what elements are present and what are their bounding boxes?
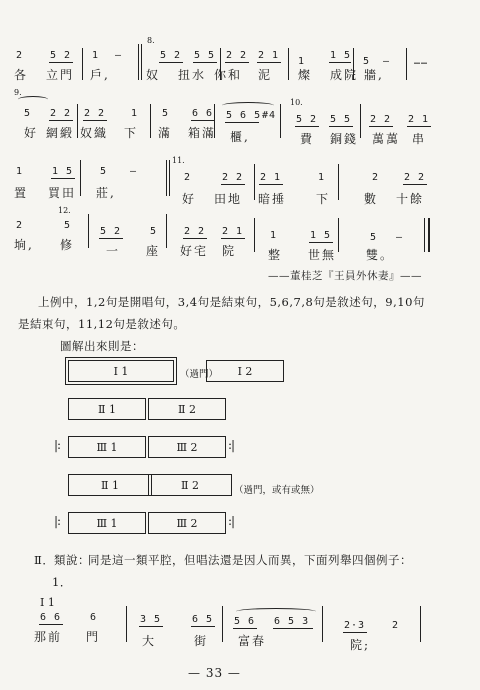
lyric: 整: [268, 248, 283, 262]
jianpu-note: 1: [16, 166, 24, 177]
jianpu-note: 2 2: [84, 108, 106, 119]
barline: [166, 214, 167, 248]
lyric: 泥: [258, 68, 273, 82]
lyric: 串: [412, 132, 427, 146]
example-number: 1．: [52, 575, 72, 589]
phrase-box-III1: [68, 436, 146, 458]
beam: [225, 122, 259, 123]
lyric: 一: [106, 244, 121, 258]
jianpu-note: —: [396, 232, 404, 243]
beam: [273, 628, 313, 629]
lyric: 大: [142, 634, 157, 648]
jianpu-note: 2 1: [408, 114, 430, 125]
beam: [329, 62, 351, 63]
jianpu-note: 5 6 5: [226, 110, 262, 121]
jianpu-note: 6: [90, 612, 98, 623]
beam: [257, 62, 281, 63]
repeat-sign-start: |:: [54, 514, 61, 528]
lyric: 戶,: [90, 68, 110, 82]
beam: [225, 62, 249, 63]
barline: [254, 218, 255, 252]
jianpu-note: —: [115, 50, 123, 61]
jianpu-note: 2 2: [404, 172, 426, 183]
repeat-sign-end: :|: [228, 514, 235, 528]
jianpu-note: 2 1: [260, 172, 282, 183]
barline: [338, 218, 339, 252]
lyric: 好: [182, 192, 197, 206]
lyric: 燦: [298, 68, 313, 82]
jianpu-note: 1: [298, 56, 306, 67]
jianpu-note: 5: [370, 232, 378, 243]
lyric: 莊,: [96, 186, 116, 200]
barline: [288, 48, 289, 80]
page-number: — 33 —: [188, 666, 241, 680]
lyric: 各: [14, 68, 29, 82]
barline: [169, 160, 170, 196]
lyric: 買田: [48, 186, 77, 200]
lyric: 世無: [308, 248, 337, 262]
barline: [77, 104, 78, 138]
jianpu-note: #4: [262, 110, 277, 121]
beam: [343, 632, 367, 633]
jianpu-note: 5 2: [100, 226, 122, 237]
phrase-label: Ⅲ 1: [96, 516, 118, 530]
body-paragraph-line: 是結束句，11,12句是敘述句。: [18, 317, 186, 331]
beam: [221, 184, 245, 185]
phrase-box-II2-b: [148, 474, 232, 496]
lyric: 銅錢: [330, 132, 359, 146]
barline: [254, 164, 255, 200]
jianpu-note: 5 5: [194, 50, 216, 61]
lyric: 成院: [330, 68, 359, 82]
lyric: 街: [194, 634, 209, 648]
lyric: 十餘: [396, 192, 425, 206]
jianpu-note: 2 2: [222, 172, 244, 183]
continuation-dots: ……: [414, 56, 429, 67]
phrase-label: Ⅲ 2: [176, 516, 198, 530]
phrase-label: Ⅲ 1: [96, 440, 118, 454]
phrase-label: Ⅲ 2: [176, 440, 198, 454]
lyric: 萬萬: [372, 132, 401, 146]
lyric: 牆,: [364, 68, 384, 82]
beam: [83, 120, 107, 121]
jianpu-note: 6 6: [192, 108, 214, 119]
jianpu-note: 1 5: [310, 230, 332, 241]
barline: [338, 164, 339, 200]
final-barline: [428, 218, 430, 252]
jianpu-note: 5: [162, 108, 170, 119]
barline: [322, 606, 323, 642]
phrase-box-I2: [206, 360, 284, 382]
jianpu-note: 5: [363, 56, 371, 67]
beam: [191, 120, 215, 121]
jianpu-note: 2: [372, 172, 380, 183]
barline: [166, 160, 167, 196]
jianpu-note: 1 5: [52, 166, 74, 177]
jianpu-note: 3 5: [140, 614, 162, 625]
phrase-box-II1: [68, 398, 146, 420]
jianpu-note: 5 2: [50, 50, 72, 61]
jianpu-note: 2 1: [258, 50, 280, 61]
jianpu-note: 5 2: [296, 114, 318, 125]
phrase-label: Ⅱ 1: [98, 402, 116, 416]
beam: [407, 126, 431, 127]
barline: [80, 160, 81, 196]
beam: [49, 62, 73, 63]
phrase-label: I 1: [113, 364, 129, 378]
lyric: 下: [124, 126, 139, 140]
jianpu-note: 1: [131, 108, 139, 119]
barline: [222, 606, 223, 642]
jianpu-note: 2 2: [184, 226, 206, 237]
body-paragraph-line: 上例中，1,2句是開唱句，3,4句是結束句，5,6,7,8句是敘述句，9,10句: [38, 295, 425, 309]
lyric: 數: [364, 192, 379, 206]
phrase-box-II2: [148, 398, 226, 420]
jianpu-note: 2: [16, 220, 24, 231]
lyric: 那前: [34, 630, 63, 644]
jianpu-note: 6 5 3: [274, 616, 310, 627]
lyric: 門: [86, 630, 101, 644]
phrase-label: Ⅱ 2: [178, 402, 196, 416]
phrase-box-I1: [68, 360, 174, 382]
barline: [360, 104, 361, 138]
beam: [259, 184, 283, 185]
phrase-mark-10: 10.: [290, 98, 303, 107]
lyric: 富春: [238, 634, 267, 648]
phrase-box-III2: [148, 436, 226, 458]
jianpu-note: 2: [392, 620, 400, 631]
beam: [139, 626, 163, 627]
lyric: 下: [316, 192, 331, 206]
lyric: 箱滿: [188, 126, 217, 140]
interlude-optional-label: （過門，或有或無）: [234, 485, 320, 496]
phrase-mark-9: 9.: [14, 88, 22, 97]
repeat-sign-start: |:: [54, 438, 61, 452]
phrase-mark-8: 8.: [147, 36, 155, 45]
phrase-box-II1-b: [68, 474, 152, 496]
phrase-box-III2-b: [148, 512, 226, 534]
lyric: 暗捶: [258, 192, 287, 206]
slur: [222, 102, 274, 109]
lyric: 院;: [350, 638, 371, 652]
lyric: 奴: [146, 68, 161, 82]
barline: [150, 104, 151, 138]
jianpu-note: —: [130, 166, 138, 177]
lyric: 修: [60, 238, 75, 252]
phrase-mark-12: 12.: [58, 206, 71, 215]
jianpu-note: 5: [150, 226, 158, 237]
final-barline: [424, 218, 425, 252]
lyric: 好宅: [180, 244, 209, 258]
beam: [183, 238, 207, 239]
jianpu-note: 2 2: [226, 50, 248, 61]
repeat-sign-end: :|: [228, 438, 235, 452]
beam: [193, 62, 217, 63]
barline: [82, 48, 83, 80]
lyric: 你和: [214, 68, 243, 82]
jianpu-note: 6 6: [40, 612, 62, 623]
source-attribution: ——董桂芝『王員外休妻』——: [268, 270, 422, 282]
interlude-label: （過門）: [180, 369, 219, 380]
lyric: 座: [146, 244, 161, 258]
barline: [126, 606, 127, 642]
jianpu-note: 2 2: [50, 108, 72, 119]
beam: [39, 624, 63, 625]
barline: [406, 48, 407, 80]
beam: [329, 126, 353, 127]
section-title: 類說：: [54, 553, 90, 567]
jianpu-note: 5 2: [160, 50, 182, 61]
beam: [99, 238, 123, 239]
beam: [51, 178, 75, 179]
slur: [236, 608, 316, 615]
lyric: 雙。: [366, 248, 395, 262]
jianpu-note: 2·3: [344, 620, 366, 631]
lyric: 田地: [214, 192, 243, 206]
barline: [88, 214, 89, 248]
barline: [420, 606, 421, 642]
phrase-mark-11: 11.: [172, 156, 185, 165]
barline: [280, 104, 281, 138]
jianpu-note: 5: [100, 166, 108, 177]
lyric: 費: [300, 132, 315, 146]
lyric: 院: [222, 244, 237, 258]
beam: [369, 126, 393, 127]
jianpu-note: 1: [318, 172, 326, 183]
beam: [221, 238, 245, 239]
phrase-label: I 2: [237, 364, 253, 378]
section-number: Ⅱ．: [34, 553, 55, 567]
beam: [403, 184, 427, 185]
lyric: 好: [24, 126, 39, 140]
lyric: 滿: [158, 126, 173, 140]
barline: [141, 44, 142, 80]
lyric: 扭水: [178, 68, 207, 82]
jianpu-note: 2 1: [222, 226, 244, 237]
lyric: 櫃,: [230, 130, 250, 144]
diagram-intro: 圖解出來則是：: [60, 339, 144, 353]
beam: [309, 242, 333, 243]
jianpu-note: 5: [24, 108, 32, 119]
jianpu-note: 2: [16, 50, 24, 61]
jianpu-note: 5: [64, 220, 72, 231]
barline: [138, 44, 139, 80]
jianpu-note: —: [383, 56, 391, 67]
jianpu-note: 6 5: [192, 614, 214, 625]
jianpu-note: 5 6: [234, 616, 256, 627]
jianpu-note: 1 5: [330, 50, 352, 61]
phrase-label: Ⅱ 2: [181, 478, 199, 492]
jianpu-note: 1: [270, 230, 278, 241]
jianpu-note: 2 2: [370, 114, 392, 125]
jianpu-note: 5 5: [330, 114, 352, 125]
phrase-label: Ⅱ 1: [101, 478, 119, 492]
beam: [159, 62, 183, 63]
beam: [49, 120, 73, 121]
beam: [233, 628, 257, 629]
phrase-marker: I 1: [40, 596, 55, 609]
slur: [18, 96, 48, 103]
jianpu-note: 2: [184, 172, 192, 183]
section-text: 同是這一類平腔，但唱法還是因人而異，下面列舉四個例子：: [88, 553, 412, 567]
lyric: 垧,: [14, 238, 34, 252]
lyric: 奴織: [80, 126, 109, 140]
lyric: 置: [14, 186, 29, 200]
beam: [191, 626, 215, 627]
lyric: 立門: [46, 68, 75, 82]
jianpu-note: 1: [92, 50, 100, 61]
phrase-box-III1-b: [68, 512, 146, 534]
lyric: 網緞: [46, 126, 75, 140]
beam: [295, 126, 319, 127]
